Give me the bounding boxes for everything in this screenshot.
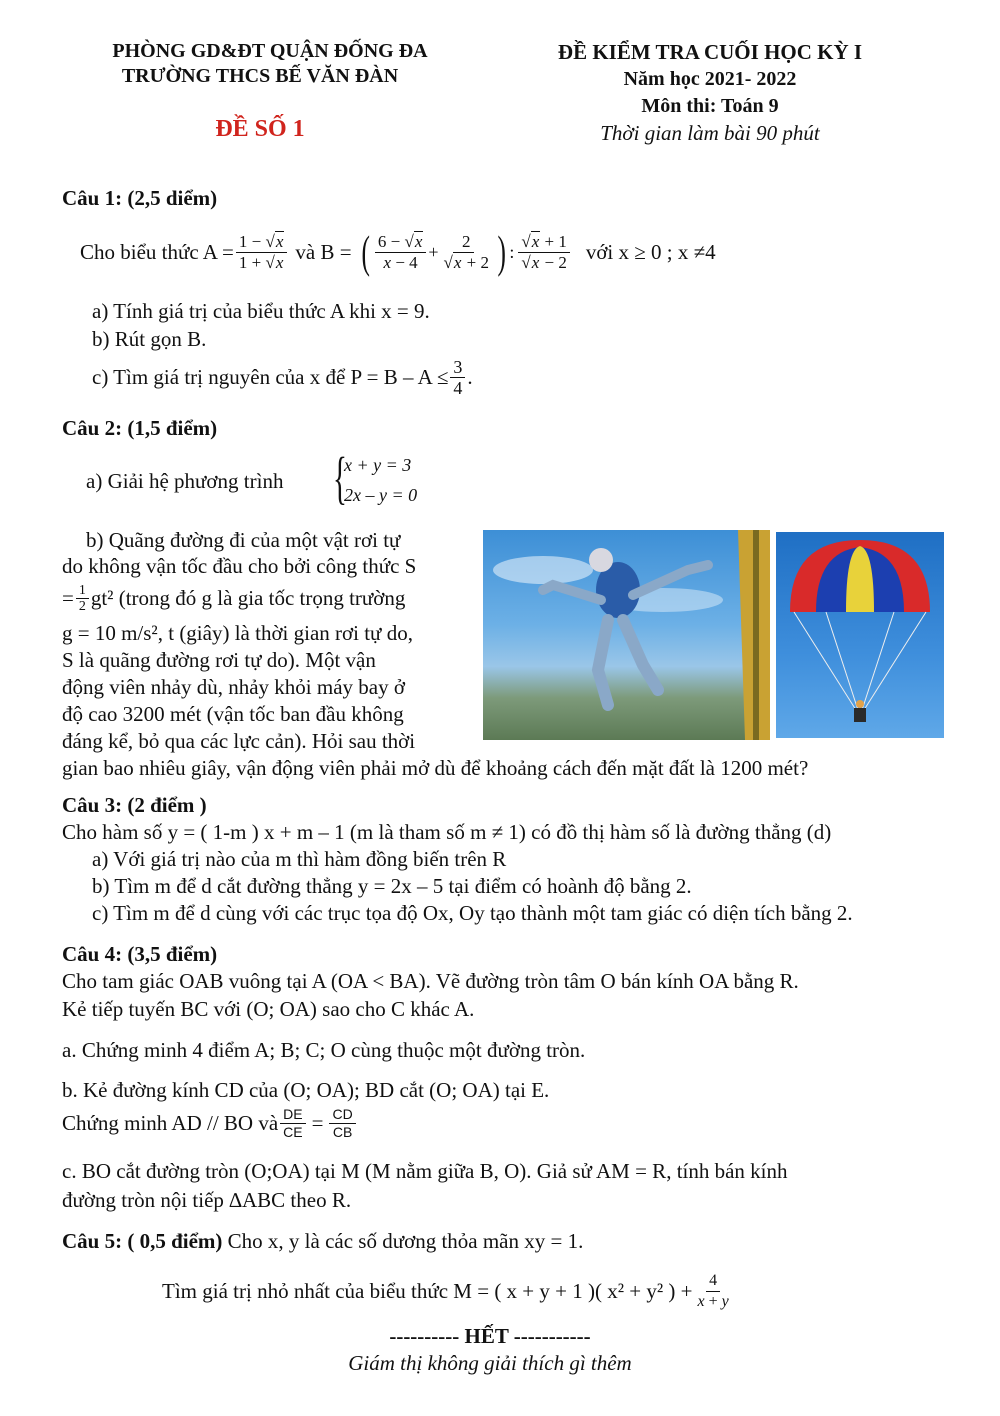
q1-part-b: b) Rút gọn B.: [92, 327, 207, 351]
equation-1: x + y = 3: [344, 455, 412, 475]
school-year: Năm học 2021- 2022: [623, 68, 797, 90]
fraction-four-over-sum: $\frac{4}{x + y}$: [697, 1271, 729, 1310]
q2-part-a: a) Giải hệ phương trình: [86, 469, 284, 493]
q2-b-line2: do không vận tốc đầu cho bởi công thức S: [62, 554, 417, 578]
parachute-photo: [776, 532, 944, 738]
fraction-b3: $\frac{√x + 1}{√x - 2}$: [518, 232, 569, 273]
q5-intro: Cho x, y là các số dương thỏa mãn xy = 1.: [222, 1229, 584, 1253]
q4-line1: Cho tam giác OAB vuông tại A (OA < BA). Vẽ đường tròn tâm O bán kính OA bằng R.: [62, 969, 799, 993]
q5-expression: Tìm giá trị nhỏ nhất của biểu thức M = ( x + y + 1 )( x² + y² ) +: [162, 1278, 693, 1303]
q1-part-c: c) Tìm giá trị nguyên của x để P = B – A ≤: [92, 364, 449, 389]
q2-title: Câu 2: (1,5 điểm): [62, 416, 218, 440]
q2-b-line4: g = 10 m/s², t (giây) là thời gian rơi tự do,: [62, 621, 413, 645]
q3-part-c: c) Tìm m để d cùng với các trục tọa độ Ox, Oy tạo thành một tam giác có diện tích bằng 2.: [92, 901, 853, 925]
q4-title: Câu 4: (3,5 điểm): [62, 942, 218, 966]
q1-and: và B =: [295, 239, 352, 264]
q4-part-b2-row: Chứng minh AD // BO và $\frac{DE}{CE}$ = $\frac{CD}{CB}$: [62, 1100, 358, 1146]
fraction-b2: $\frac{2}{√x + 2}$: [443, 231, 489, 272]
q4-part-a: a. Chứng minh 4 điểm A; B; C; O cùng thuộc một đường tròn.: [62, 1038, 586, 1062]
q4-part-c-line2: đường tròn nội tiếp ∆ABC theo R.: [62, 1188, 352, 1212]
q2-b-line5: S là quãng đường rơi tự do). Một vận: [62, 648, 376, 672]
skydiver-photo: [483, 530, 770, 740]
fraction-three-quarters: $\frac{3}{4}$: [450, 357, 465, 398]
school-name: TRƯỜNG THCS BẾ VĂN ĐÀN: [121, 65, 399, 87]
q4-part-b2: Chứng minh AD // BO và: [62, 1110, 279, 1135]
equation-2: 2x – y = 0: [344, 485, 418, 505]
q3-part-b: b) Tìm m để d cắt đường thẳng y = 2x – 5 tại điểm có hoành độ bằng 2.: [92, 874, 692, 898]
q2-b-line6: động viên nhảy dù, nhảy khỏi máy bay ở: [62, 675, 405, 699]
q5-row: [62, 1228, 583, 1254]
q3-intro: Cho hàm số y = ( 1-m ) x + m – 1 (m là tham số m ≠ 1) có đồ thị hàm số là đường thẳng (d): [62, 820, 832, 844]
q1-expression: Cho biểu thức A = $\frac{1 - √x}{1 + √x}$ và B = ( $\frac{6 - √x}{x - 4}$ + $\frac{2}{√x + 2}$ ) : $\frac{√x + 1}{√x - 2}$ với x ≥ 0 ; x ≠4: [80, 226, 716, 277]
duration: Thời gian làm bài 90 phút: [600, 121, 820, 145]
q1-title: Câu 1: (2,5 diểm): [62, 186, 218, 210]
q5-title: Câu 5: ( 0,5 điểm): [62, 1229, 223, 1253]
exam-title: ĐỀ KIỂM TRA CUỐI HỌC KỲ I: [557, 40, 863, 64]
invigilator-note: Giám thị không giải thích gì thêm: [348, 1351, 632, 1375]
q1-intro: Cho biểu thức A =: [80, 239, 234, 264]
fraction-b1: $\frac{6 - √x}{x - 4}$: [375, 232, 426, 273]
q2-b-line9: gian bao nhiêu giây, vận động viên phải mở dù để khoảng cách đến mặt đất là 1200 mét?: [62, 756, 809, 780]
end-marker: ---------- HẾT -----------: [389, 1324, 591, 1348]
q2-b-line8: đáng kể, bỏ qua các lực cản). Hỏi sau thời: [62, 729, 416, 753]
subject: Môn thi: Toán 9: [641, 95, 779, 117]
q2-b-line3: gt² (trong đó g là gia tốc trọng trường: [90, 585, 406, 610]
fraction-half: $\frac{1}{2}$: [76, 583, 89, 614]
q1-part-a: a) Tính giá trị của biểu thức A khi x = 9.: [92, 299, 430, 323]
q4-part-b: b. Kẻ đường kính CD của (O; OA); BD cắt (O; OA) tại E.: [62, 1078, 550, 1102]
q1-condition: với x ≥ 0 ; x ≠4: [585, 239, 716, 264]
fraction-de-ce: $\frac{DE}{CE}$: [280, 1106, 305, 1141]
exam-code: ĐỀ SỐ 1: [215, 116, 305, 142]
q2-b-line3-row: = $\frac{1}{2}$ gt² (trong đó g là gia tốc trọng trường: [62, 582, 406, 614]
q3-title: Câu 3: (2 điểm ): [62, 793, 207, 817]
department-name: PHÒNG GD&ĐT QUẬN ĐỐNG ĐA: [112, 40, 428, 62]
q5-expression-row: [162, 1266, 734, 1316]
q1-part-c-row: c) Tìm giá trị nguyên của x để P = B – A ≤ $\frac{3}{4}$ .: [92, 356, 473, 398]
q3-part-a: a) Với giá trị nào của m thì hàm đồng biến trên R: [92, 847, 507, 871]
q4-part-c-line1: c. BO cắt đường tròn (O;OA) tại M (M nằm giữa B, O). Giả sử AM = R, tính bán kính: [62, 1159, 788, 1183]
fraction-a: $\frac{1 - √x}{1 + √x}$: [236, 232, 287, 273]
q2-b-line7: độ cao 3200 mét (vận tốc ban đầu không: [62, 702, 404, 726]
q4-line2: Kẻ tiếp tuyến BC với (O; OA) sao cho C khác A.: [62, 997, 475, 1021]
q2-b-line1: b) Quãng đường đi của một vật rơi tự: [86, 528, 401, 552]
fraction-cd-cb: $\frac{CD}{CB}$: [329, 1106, 355, 1141]
system-brace: {: [332, 445, 347, 510]
